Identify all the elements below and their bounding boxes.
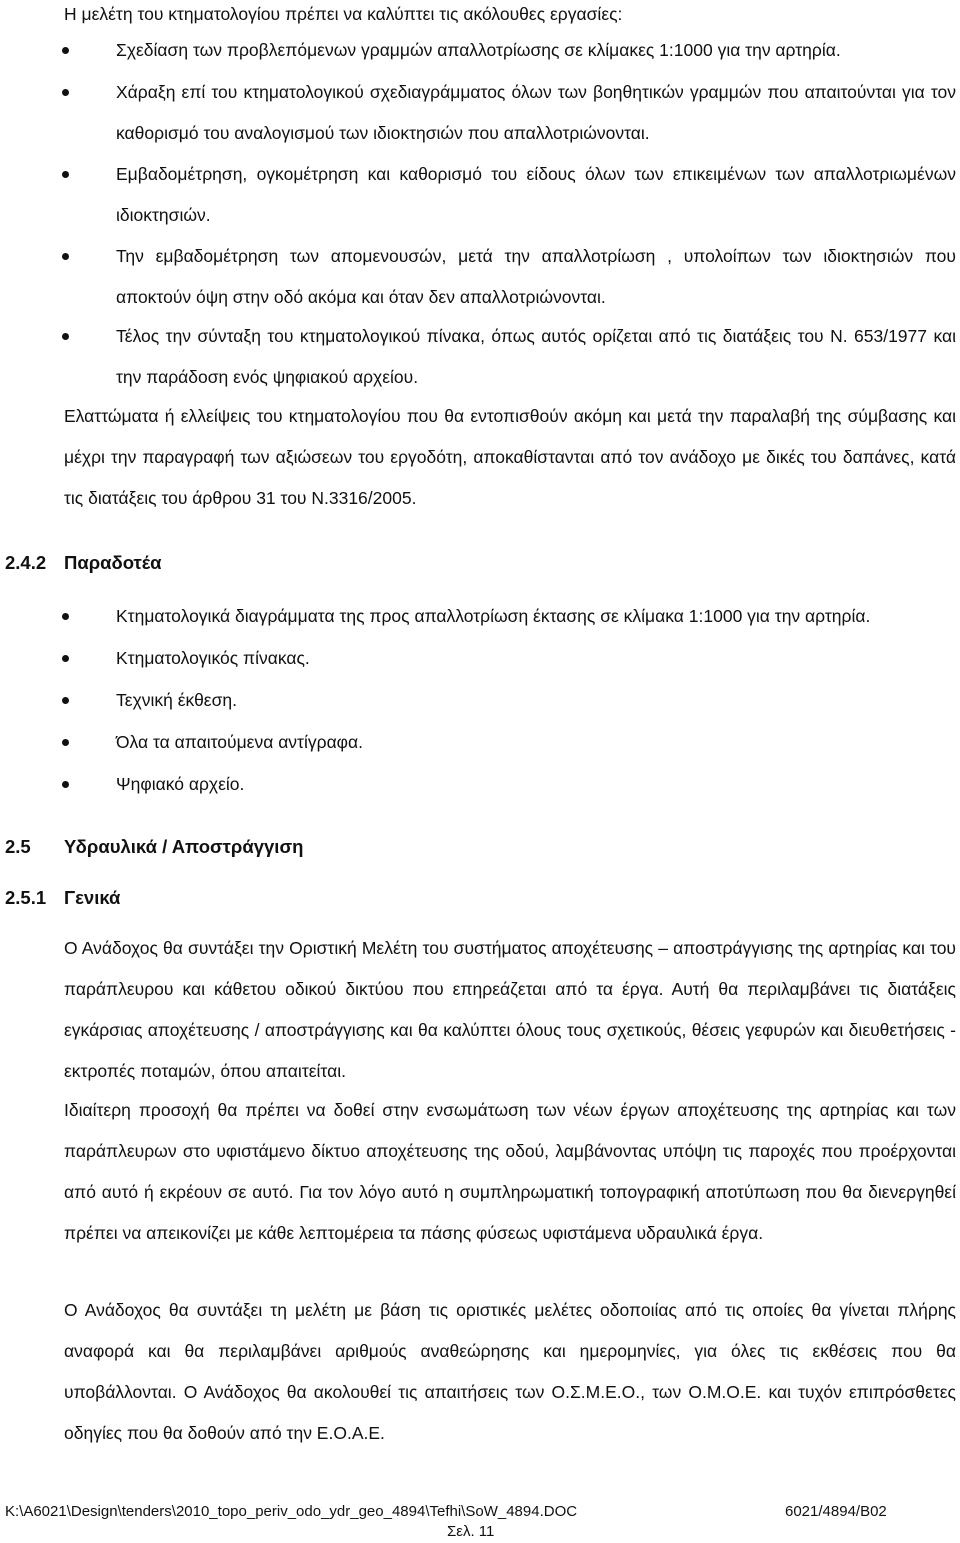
footer-file-path: K:\A6021\Design\tenders\2010_topo_periv_odo_ydr_geo_4894\Tefhi\SoW_4894.DOC [5, 1503, 578, 1520]
bullet-icon [62, 333, 69, 340]
bullet-icon [62, 781, 69, 788]
intro-text: Η μελέτη του κτηματολογίου πρέπει να καλύπτει τις ακόλουθες εργασίες: [64, 4, 623, 24]
bullet-icon [62, 697, 69, 704]
bullet-icon [62, 655, 69, 662]
footer-document-code: 6021/4894/B02 [785, 1503, 887, 1520]
bullet-icon [62, 253, 69, 260]
bullet-icon [62, 739, 69, 746]
general-paragraph-2: Ιδιαίτερη προσοχή θα πρέπει να δοθεί στην ενσωμάτωση των νέων έργων αποχέτευσης της αρτηρίας και των παράπλευρων στο υφιστάμενο δίκτυο αποχέτευσης της οδού, λαμβάνοντας υπόψη τις παροχές που προέρχονται από αυτό ή εκρέουν σε αυτό. Για τον λόγο αυτό η συμπληρωματική τοπογραφική αποτύπωση που θα διενεργηθεί πρέπει να απεικονίζει με κάθε λεπτομέρεια τα πάσης φύσεως υφιστάμενα υδραυλικά έργα. [64, 1100, 956, 1243]
bullet-icon [62, 613, 69, 620]
deficiencies-paragraph: Ελαττώματα ή ελλείψεις του κτηματολογίου που θα εντοπισθούν ακόμη και μετά την παραλαβή της σύμβασης και μέχρι την παραγραφή των αξιώσεων του εργοδότη, αποκαθίστανται από τον ανάδοχο με δικές του δαπάνες, κατά τις διατάξεις του άρθρου 31 του Ν.3316/2005. [64, 406, 956, 508]
document-page: Η μελέτη του κτηματολογίου πρέπει να καλύπτει τις ακόλουθες εργασίες: Σχεδίαση των προβλεπόμενων γραμμών απαλλοτρίωσης σε κλίμακες 1:1000 για την αρτηρία. Χάραξη επί του κτηματολογικού σχεδιαγράμματος όλων των βοηθητικών γραμμών που απαιτούνται για τον καθορισμό του αναλογισμού των ιδιοκτησιών που απαλλοτριώνονται. Εμβαδομέτρηση, ογκομέτρηση και καθορισμό του είδους όλων των επικειμένων των απαλλοτριωμένων ιδιοκτησιών. Την εμβαδομέτρηση των απομενουσών, μετά την απαλλοτρίωση , υπολοίπων των ιδιοκτησιών που αποκτούν όψη στην οδό ακόμα και όταν δεν απαλλοτριώνονται. Τέλος την σύνταξη του κτηματολογικού πίνακα, όπως αυτός ορίζεται από τις διατάξεις του Ν. 653/1977 και την παράδοση ενός ψηφιακού αρχείου. Ελαττώματα ή ελλείψεις του κτηματολογίου που θα εντοπισθούν ακόμη και μετά την παραλαβή της σύμβασης και μέχρι την παραγραφή των αξιώσεων του εργοδότη, αποκαθίστανται από τον ανάδοχο με δικές του δαπάνες, κατά τις διατάξεις του άρθρου 31 του Ν.3316/2005. 2.4.2 Παραδοτέα Κτηματολογικά διαγράμματα της προς απαλλοτρίωση έκτασης σε κλίμακα 1:1000 για την αρτηρία. Κτηματολογικός πίνακας. Τεχνική έκθεση. Όλα τα απαιτούμενα αντίγραφα. Ψηφιακό αρχείο. 2.5 Υδραυλικά / Αποστράγγιση 2.5.1 Γενικά Ο Ανάδοχος θα συντάξει την Οριστική Μελέτη του συστήματος αποχέτευσης – αποστράγγισης της αρτηρίας και του παράπλευρου και κάθετου οδικού δικτύου που επηρεάζεται από τα έργα. Αυτή θα περιλαμβάνει τις διατάξεις εγκάρσιας αποχέτευσης / αποστράγγισης και θα καλύπτει όλους τους σχετικούς, θέσεις γεφυρών και διευθετήσεις - εκτροπές ποταμών, όπου απαιτείται. Ιδιαίτερη προσοχή θα πρέπει να δοθεί στην ενσωμάτωση των νέων έργων αποχέτευσης της αρτηρίας και των παράπλευρων στο υφιστάμενο δίκτυο αποχέτευσης της οδού, λαμβάνοντας υπόψη τις παροχές που προέρχονται από αυτό ή εκρέουν σε αυτό. Για τον λόγο αυτό η συμπληρωματική τοπογραφική αποτύπωση που θα διενεργηθεί πρέπει να απεικονίζει με κάθε λεπτομέρεια τα πάσης φύσεως υφιστάμενα υδραυλικά έργα. Ο Ανάδοχος θα συντάξει τη μελέτη με βάση τις οριστικές μελέτες οδοποιίας από τις οποίες θα γίνεται πλήρης αναφορά και θα περιλαμβάνει αριθμούς αναθεώρησης και ημερομηνίες, για όλες τις εκθέσεις που θα υποβάλλονται. Ο Ανάδοχος θα ακολουθεί τις απαιτήσεις των Ο.Σ.Μ.Ε.Ο., των Ο.Μ.Ο.Ε. και τυχόν επιπρόσθετες οδηγίες που θα δοθούν από την Ε.Ο.Α.Ε. K:\A6021\Design\tenders\2010_topo_periv_odo_ydr_geo_4894\Tefhi\SoW_4894.DOC 6021/4894/B02 Σελ. 11 [0, 0, 960, 1543]
footer-page-number: Σελ. 11 [447, 1523, 495, 1540]
bullet-icon [62, 47, 69, 54]
general-paragraph-3: Ο Ανάδοχος θα συντάξει τη μελέτη με βάση τις οριστικές μελέτες οδοποιίας από τις οποίες θα γίνεται πλήρης αναφορά και θα περιλαμβάνει αριθμούς αναθεώρησης και ημερομηνίες, για όλες τις εκθέσεις που θα υποβάλλονται. Ο Ανάδοχος θα ακολουθεί τις απαιτήσεις των Ο.Σ.Μ.Ε.Ο., των Ο.Μ.Ο.Ε. και τυχόν επιπρόσθετες οδηγίες που θα δοθούν από την Ε.Ο.Α.Ε. [64, 1300, 956, 1443]
bullet-icon [62, 171, 69, 178]
general-paragraph-1: Ο Ανάδοχος θα συντάξει την Οριστική Μελέτη του συστήματος αποχέτευσης – αποστράγγισης της αρτηρίας και του παράπλευρου και κάθετου οδικού δικτύου που επηρεάζεται από τα έργα. Αυτή θα περιλαμβάνει τις διατάξεις εγκάρσιας αποχέτευσης / αποστράγγισης και θα καλύπτει όλους τους σχετικούς, θέσεις γεφυρών και διευθετήσεις - εκτροπές ποταμών, όπου απαιτείται. [64, 938, 956, 1081]
bullet-icon [62, 89, 69, 96]
